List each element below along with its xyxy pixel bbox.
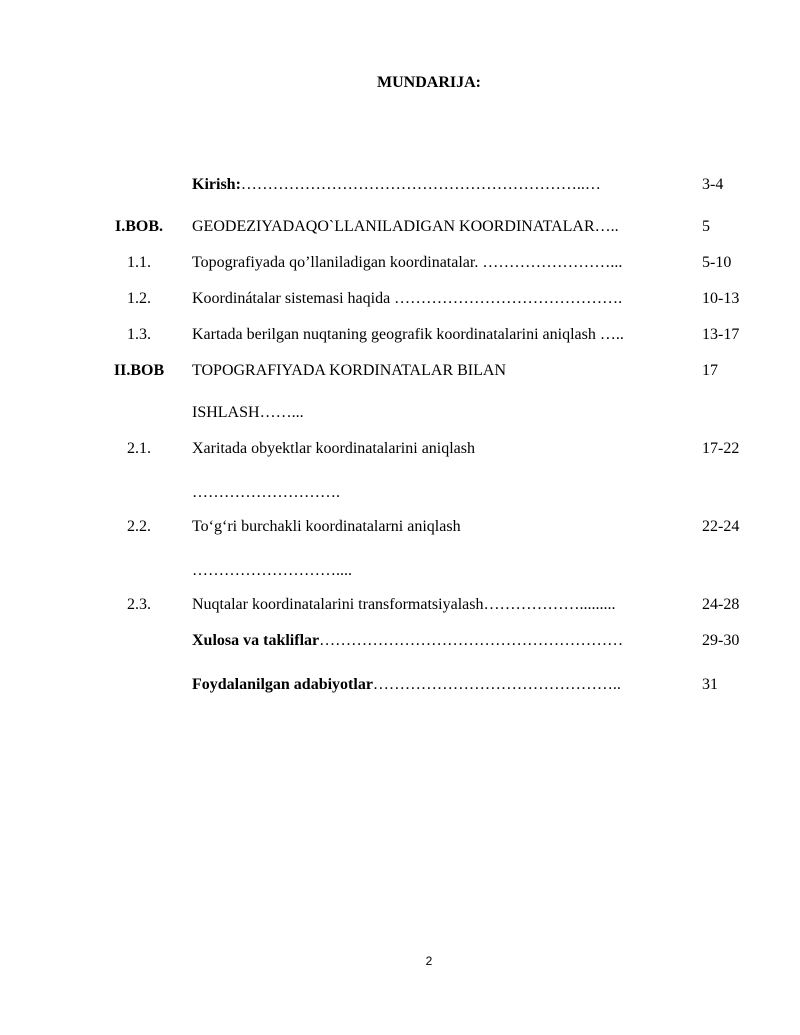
toc-entry-page: 17-22	[702, 440, 740, 457]
toc-entry-text: Kartada berilgan nuqtaning geografik koordinatalarini aniqlash …..	[192, 326, 624, 343]
toc-entry-kirish	[0, 174, 800, 196]
toc-entry-2-1-leader	[0, 482, 800, 504]
toc-entry-number: 1.3.	[127, 326, 151, 343]
toc-entry-page: 31	[702, 676, 718, 693]
toc-entry-number: 2.2.	[127, 518, 151, 535]
toc-entry-page: 10-13	[702, 290, 740, 307]
toc-entry-number: 1.1.	[127, 254, 151, 271]
toc-entry-text: Topografiyada qo’llaniladigan koordinatalar. ……………………...	[192, 254, 623, 271]
toc-entry-text	[192, 174, 692, 196]
toc-entry-page: 13-17	[702, 326, 740, 343]
toc-entry-xulosa	[0, 630, 800, 652]
toc-entry-chapter-2	[0, 360, 800, 382]
toc-entry-2-2-leader	[0, 560, 800, 582]
toc-entry-bold-label: Xulosa va takliflar	[192, 632, 320, 649]
toc-entry-2-2	[0, 516, 800, 538]
toc-entry-text	[192, 674, 692, 696]
toc-entry-bold-label: Kirish:	[192, 176, 241, 193]
toc-entry-1-2	[0, 288, 800, 310]
toc-entry-chapter-1	[0, 216, 800, 238]
toc-entry-text: GEODEZIYADAQO`LLANILADIGAN KOORDINATALAR…..	[192, 218, 619, 235]
toc-entry-text: Koordinátalar sistemasi haqida …………………………………….	[192, 290, 623, 307]
toc-entry-text	[192, 630, 692, 652]
toc-entry-bold-label: Foydalanilgan adabiyotlar	[192, 676, 373, 693]
toc-entry-leader: …………………………………………………	[319, 632, 624, 649]
toc-entry-page: 3-4	[702, 176, 724, 193]
page-number: 2	[425, 954, 433, 968]
toc-entry-number: 2.3.	[127, 596, 151, 613]
toc-entry-text: ISHLASH……...	[192, 404, 304, 421]
toc-entry-2-3	[0, 594, 800, 616]
toc-entry-text: To‘g‘ri burchakli koordinatalarni aniqlash	[192, 518, 461, 535]
toc-entry-page: 5	[702, 218, 710, 235]
toc-entry-1-3	[0, 324, 800, 346]
toc-entry-page: 5-10	[702, 254, 732, 271]
toc-entry-leader: ………………………………………………………..…	[240, 176, 601, 193]
toc-entry-number: 1.2.	[127, 290, 151, 307]
toc-entry-page: 29-30	[702, 632, 740, 649]
toc-entry-page: 17	[702, 362, 718, 379]
toc-entry-number: 2.1.	[127, 440, 151, 457]
toc-entry-number: II.BOB	[113, 362, 165, 379]
toc-entry-leader: ……………………….	[192, 484, 340, 501]
toc-entry-page: 22-24	[702, 518, 740, 535]
toc-entry-number: I.BOB.	[114, 218, 163, 235]
toc-entry-chapter-2-continued	[0, 402, 800, 424]
toc-entry-text: Xaritada obyektlar koordinatalarini aniqlash	[192, 440, 476, 457]
toc-entry-text: TOPOGRAFIYADA KORDINATALAR BILAN	[192, 362, 506, 379]
toc-entry-leader: ………………………………………..	[372, 676, 621, 693]
toc-entry-adabiyotlar	[0, 674, 800, 696]
page-title: MUNDARIJA:	[377, 74, 481, 91]
toc-entry-page: 24-28	[702, 596, 740, 613]
toc-entry-text: Nuqtalar koordinatalarini transformatsiyalash……………….........	[192, 596, 616, 613]
toc-entry-1-1	[0, 252, 800, 274]
toc-entry-2-1	[0, 438, 800, 460]
toc-entry-leader: ………………………....	[192, 562, 352, 579]
